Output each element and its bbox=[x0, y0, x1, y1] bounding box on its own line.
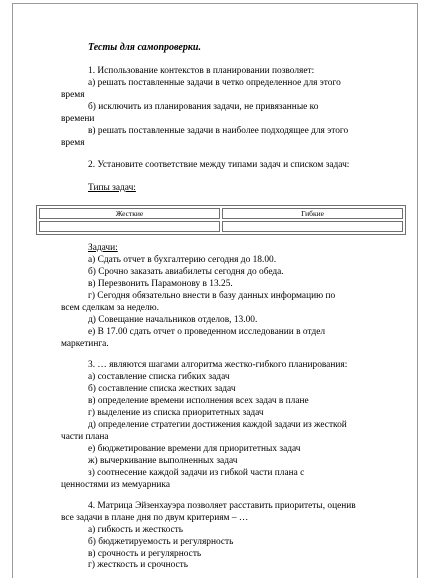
q3-option-e-cont: части плана bbox=[61, 432, 109, 442]
q2-task-a: а) Сдать отчет в бухгалтерию сегодня до 18.00. bbox=[88, 255, 277, 265]
q3-option-b: б) составление списка жестких задач bbox=[88, 384, 236, 394]
table-header-flexible: Гибкие bbox=[222, 208, 403, 219]
q1-option-a: а) решать поставленные задачи в четко определенное для этого bbox=[88, 78, 341, 88]
q4-stem: 4. Матрица Эйзенхауэра позволяет расставить приоритеты, оценив bbox=[88, 501, 356, 511]
q1-option-b: б) исключить из планирования задачи, не привязанные ко bbox=[88, 102, 319, 112]
q3-option-h: з) соотнесение каждой задачи из гибкой части плана с bbox=[88, 468, 305, 478]
q1-option-a-cont: время bbox=[61, 90, 85, 100]
q3-option-h-cont: ценностями из мемуарника bbox=[61, 480, 170, 490]
table-cell-rigid bbox=[39, 221, 220, 232]
q4-stem-cont: все задачи в плане дня по двум критериям – … bbox=[61, 513, 249, 523]
q2-tasks-heading: Задачи: bbox=[88, 243, 118, 253]
q3-option-a: а) составление списка гибких задач bbox=[88, 372, 230, 382]
q2-task-e: д) Совещание начальников отделов, 13.00. bbox=[88, 315, 258, 325]
q1-stem: 1. Использование контекстов в планировании позволяет: bbox=[88, 66, 315, 76]
q3-option-g: ж) вычеркивание выполненных задач bbox=[88, 456, 238, 466]
q2-task-d-cont: всем сделкам за неделю. bbox=[61, 303, 159, 313]
q3-option-c: в) определение времени исполнения всех задач в плане bbox=[88, 396, 309, 406]
q2-task-f-cont: маркетинга. bbox=[61, 339, 109, 349]
task-types-table bbox=[36, 205, 406, 235]
q3-option-e: д) определение стратегии достижения каждой задачи из жесткой bbox=[88, 420, 347, 430]
q4-option-c: в) срочность и регулярность bbox=[88, 549, 202, 559]
table-header-rigid: Жесткие bbox=[39, 208, 220, 219]
q1-option-c-cont: время bbox=[61, 138, 85, 148]
q2-stem: 2. Установите соответствие между типами задач и списком задач: bbox=[88, 160, 350, 170]
q2-task-b: б) Срочно заказать авиабилеты сегодня до обеда. bbox=[88, 267, 284, 277]
q4-option-b: б) бюджетируемость и регулярность bbox=[88, 537, 234, 547]
table-header-row bbox=[39, 208, 403, 219]
q3-stem: 3. … являются шагами алгоритма жестко-гибкого планирования: bbox=[88, 360, 348, 370]
table-row bbox=[39, 221, 403, 232]
q3-option-f: е) бюджетирование времени для приоритетных задач bbox=[88, 444, 301, 454]
q1-option-c: в) решать поставленные задачи в наиболее подходящее для этого bbox=[88, 126, 349, 136]
table-cell-flexible bbox=[222, 221, 403, 232]
q2-types-heading: Типы задач: bbox=[88, 183, 136, 193]
q4-option-a: а) гибкость и жесткость bbox=[88, 525, 184, 535]
q2-task-f: е) В 17.00 сдать отчет о проведенном исследовании в отдел bbox=[88, 327, 326, 337]
q2-task-d: г) Сегодня обязательно внести в базу данных информацию по bbox=[88, 291, 336, 301]
q3-option-d: г) выделение из списка приоритетных задач bbox=[88, 408, 264, 418]
q4-option-d: г) жесткость и срочность bbox=[88, 560, 189, 570]
doc-title: Тесты для самопроверки. bbox=[88, 42, 201, 53]
q2-task-c: в) Перезвонить Парамонову в 13.25. bbox=[88, 279, 233, 289]
q1-option-b-cont: времени bbox=[61, 114, 95, 124]
